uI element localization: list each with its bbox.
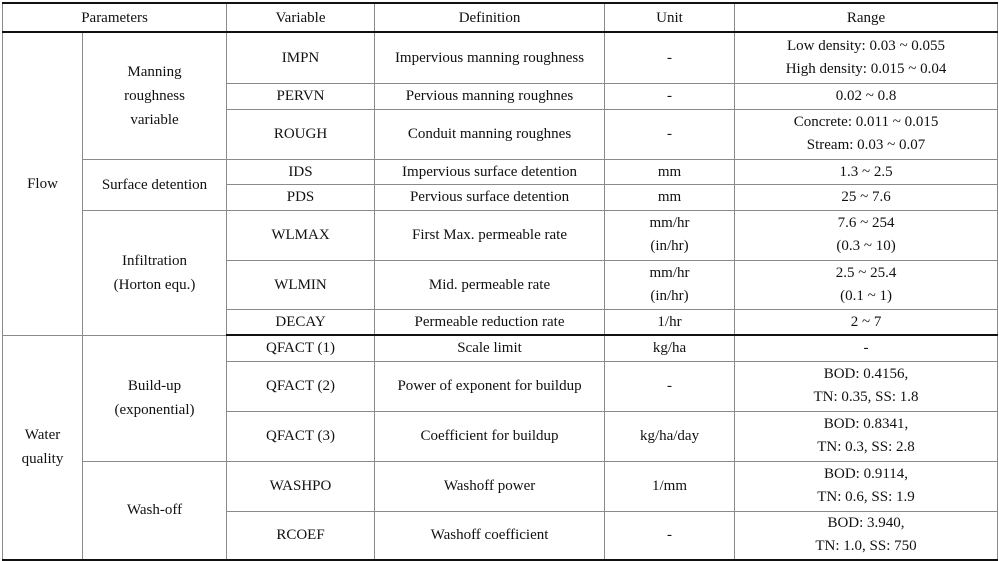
range-line: TN: 0.6, SS: 1.9 [817,489,915,505]
table-row [3,335,998,361]
subgroup-buildup [83,335,227,461]
range-cell [735,159,998,184]
range-line: 7.6 ~ 254 [837,215,895,231]
variable-cell: ROUGH [227,109,375,159]
table-row [3,461,998,511]
subgroup-washoff: Wash-off [83,461,227,560]
range-cell [735,361,998,411]
range-line: Stream: 0.03 ~ 0.07 [806,137,926,153]
range-cell [735,335,998,361]
definition-cell: Impervious manning roughness [375,32,605,83]
unit-line: mm [657,189,682,205]
unit-cell [605,461,735,511]
header-variable: Variable [227,3,375,32]
range-line: High density: 0.015 ~ 0.04 [785,60,947,77]
range-cell [735,210,998,260]
range-line: 2 ~ 7 [850,313,882,330]
variable-cell: WLMIN [227,260,375,309]
range-line: BOD: 3.940, [827,515,905,532]
subgroup-manning-line: roughness [124,87,185,104]
unit-cell [605,335,735,361]
unit-cell [605,159,735,184]
group-water-quality-line: Water [24,427,61,444]
definition-cell: Washoff coefficient [375,511,605,560]
range-line: 1.3 ~ 2.5 [839,163,893,180]
variable-cell: QFACT (2) [227,361,375,411]
range-line: BOD: 0.4156, [823,366,909,382]
definition-cell: Pervious manning roughnes [375,83,605,109]
variable-cell: IDS [227,159,375,184]
definition-cell: Permeable reduction rate [375,309,605,335]
unit-cell [605,361,735,411]
range-line: TN: 0.3, SS: 2.8 [817,439,915,455]
definition-cell: Power of exponent for buildup [375,361,605,411]
variable-cell: IMPN [227,32,375,83]
definition-cell: Coefficient for buildup [375,411,605,461]
unit-line: 1/mm [652,478,688,494]
subgroup-infiltration [83,210,227,335]
subgroup-infiltration-line: Infiltration [122,252,187,269]
definition-cell: Mid. permeable rate [375,260,605,309]
range-line: BOD: 0.9114, [824,466,909,482]
definition-cell: Impervious surface detention [375,159,605,184]
subgroup-infiltration-line: (Horton equ.) [113,276,196,293]
header-parameters: Parameters [3,3,227,32]
variable-cell: QFACT (3) [227,411,375,461]
subgroup-manning-line: Manning [127,63,182,80]
subgroup-buildup-line: (exponential) [114,402,195,418]
unit-line: mm/hr [649,264,690,281]
group-water-quality [3,335,83,560]
range-line: (0.3 ~ 10) [836,238,896,254]
subgroup-surface-detention: Surface detention [83,159,227,210]
variable-cell: RCOEF [227,511,375,560]
unit-line: kg/ha/day [639,428,700,444]
group-water-quality-line: quality [21,451,64,468]
definition-cell: Conduit manning roughnes [375,109,605,159]
range-line: BOD: 0.8341, [823,416,909,432]
table-row [3,210,998,260]
unit-line: (in/hr) [650,287,689,304]
definition-cell: First Max. permeable rate [375,210,605,260]
definition-cell: Pervious surface detention [375,184,605,210]
range-line: 0.02 ~ 0.8 [835,88,897,104]
unit-cell: - [605,32,735,83]
range-cell [735,184,998,210]
variable-cell: WLMAX [227,210,375,260]
table-body [3,32,998,560]
unit-cell [605,184,735,210]
unit-line: - [667,378,673,394]
range-cell [735,461,998,511]
group-flow: Flow [3,32,83,335]
unit-cell [605,411,735,461]
variable-cell: WASHPO [227,461,375,511]
unit-cell: - [605,109,735,159]
range-cell [735,32,998,83]
unit-line: 1/hr [657,313,682,330]
header-definition: Definition [375,3,605,32]
range-line: TN: 1.0, SS: 750 [815,538,917,555]
table-header [3,3,998,32]
unit-line: mm/hr [649,215,690,231]
unit-cell [605,511,735,560]
variable-cell: PERVN [227,83,375,109]
range-cell [735,309,998,335]
header-unit: Unit [605,3,735,32]
unit-cell: - [605,83,735,109]
variable-cell: QFACT (1) [227,335,375,361]
parameters-table [2,2,998,561]
subgroup-manning-line: variable [130,111,179,128]
range-line: Low density: 0.03 ~ 0.055 [786,37,946,54]
unit-line: kg/ha [652,340,687,357]
definition-cell: Scale limit [375,335,605,361]
unit-line: - [667,527,673,544]
range-line: - [863,340,869,357]
unit-line: (in/hr) [650,238,689,254]
range-line: 2.5 ~ 25.4 [835,264,897,281]
unit-line: mm [657,163,682,180]
header-row [3,3,998,32]
variable-cell: PDS [227,184,375,210]
subgroup-manning [83,32,227,159]
range-line: Concrete: 0.011 ~ 0.015 [793,114,939,130]
table-row [3,32,998,83]
unit-cell [605,210,735,260]
unit-cell [605,260,735,309]
subgroup-buildup-line: Build-up [127,378,182,394]
range-cell [735,411,998,461]
definition-cell: Washoff power [375,461,605,511]
variable-cell: DECAY [227,309,375,335]
range-cell [735,511,998,560]
range-line: 25 ~ 7.6 [841,189,891,205]
range-line: (0.1 ~ 1) [840,287,892,304]
header-range: Range [735,3,998,32]
range-cell [735,260,998,309]
range-cell [735,83,998,109]
table-row [3,159,998,184]
unit-cell [605,309,735,335]
range-cell [735,109,998,159]
range-line: TN: 0.35, SS: 1.8 [813,389,919,405]
